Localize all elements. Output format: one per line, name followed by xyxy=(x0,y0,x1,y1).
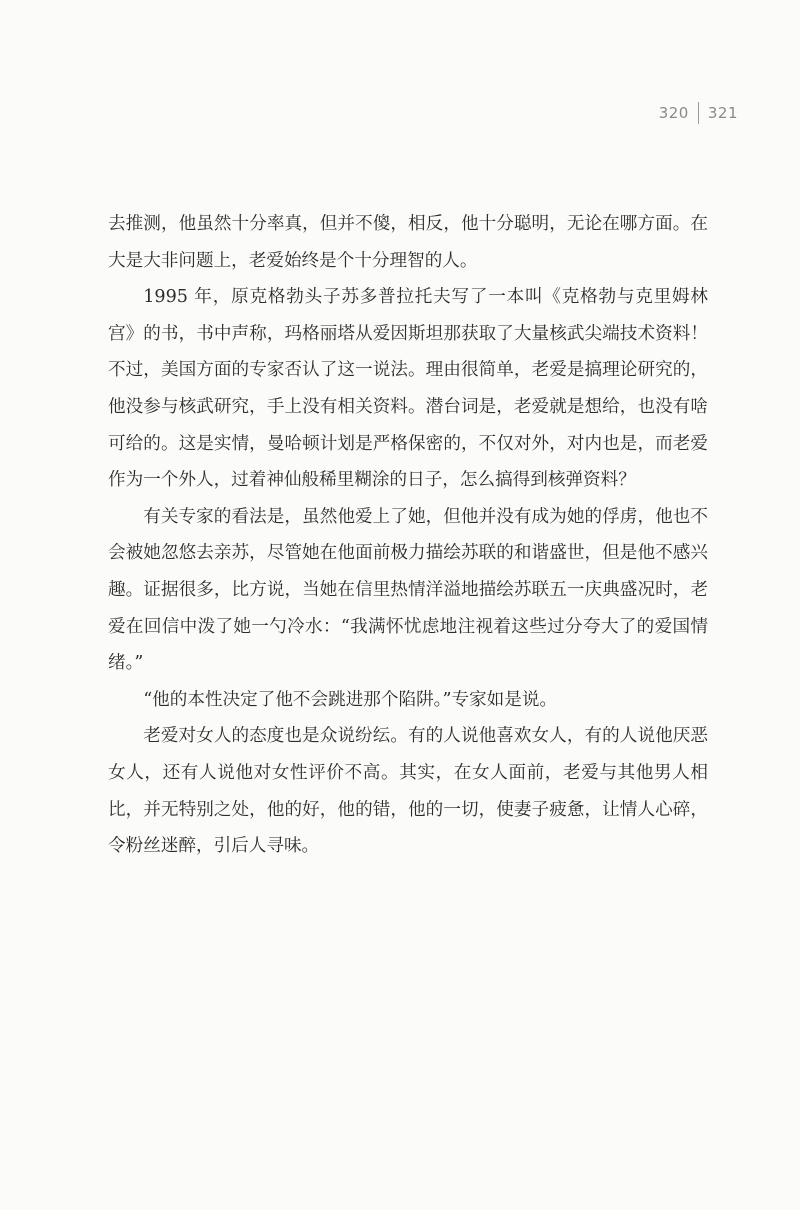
paragraph-4: “他的本性决定了他不会跳进那个陷阱。”专家如是说。 xyxy=(143,689,558,710)
paragraph-2: 1995 年，原克格勃头子苏多普拉托夫写了一本叫《克格勃与克里姆林宫》的书，书中声称，玛格丽塔从爱因斯坦那获取了大量核武尖端技术资料！不过，美国方面的专家否认了这一说法。理由很简单，老爱是搞理论研究的，他没参与核武研究，手上没有相关资料。潜台词是，老爱就是想给，也没有啥可给的。这是实情，曼哈顿计划是严格保密的，不仅对外，对内也是，而老爱作为一个外人，过着神仙般稀里糊涂的日子，怎么搞得到核弹资料？ xyxy=(108,287,708,491)
page-number-right: 321 xyxy=(707,104,738,122)
paragraph-1: 去推测，他虽然十分率真，但并不傻，相反，他十分聪明，无论在哪方面。在大是大非问题上，老爱始终是个十分理智的人。 xyxy=(108,214,708,271)
body-text xyxy=(108,206,708,865)
page-number-divider xyxy=(698,102,699,124)
paragraph-5: 老爱对女人的态度也是众说纷纭。有的人说他喜欢女人，有的人说他厌恶女人，还有人说他对女性评价不高。其实，在女人面前，老爱与其他男人相比，并无特别之处，他的好，他的错，他的一切，使妻子疲惫，让情人心碎，令粉丝迷醉，引后人寻味。 xyxy=(108,726,708,857)
page-number-header xyxy=(659,102,738,124)
paragraph-3: 有关专家的看法是，虽然他爱上了她，但他并没有成为她的俘虏，他也不会被她忽悠去亲苏，尽管她在他面前极力描绘苏联的和谐盛世，但是他不感兴趣。证据很多，比方说，当她在信里热情洋溢地描绘苏联五一庆典盛况时，老爱在回信中泼了她一勺冷水：“我满怀忧虑地注视着这些过分夸大了的爱国情绪。” xyxy=(108,506,708,674)
page-number-left: 320 xyxy=(658,104,689,122)
